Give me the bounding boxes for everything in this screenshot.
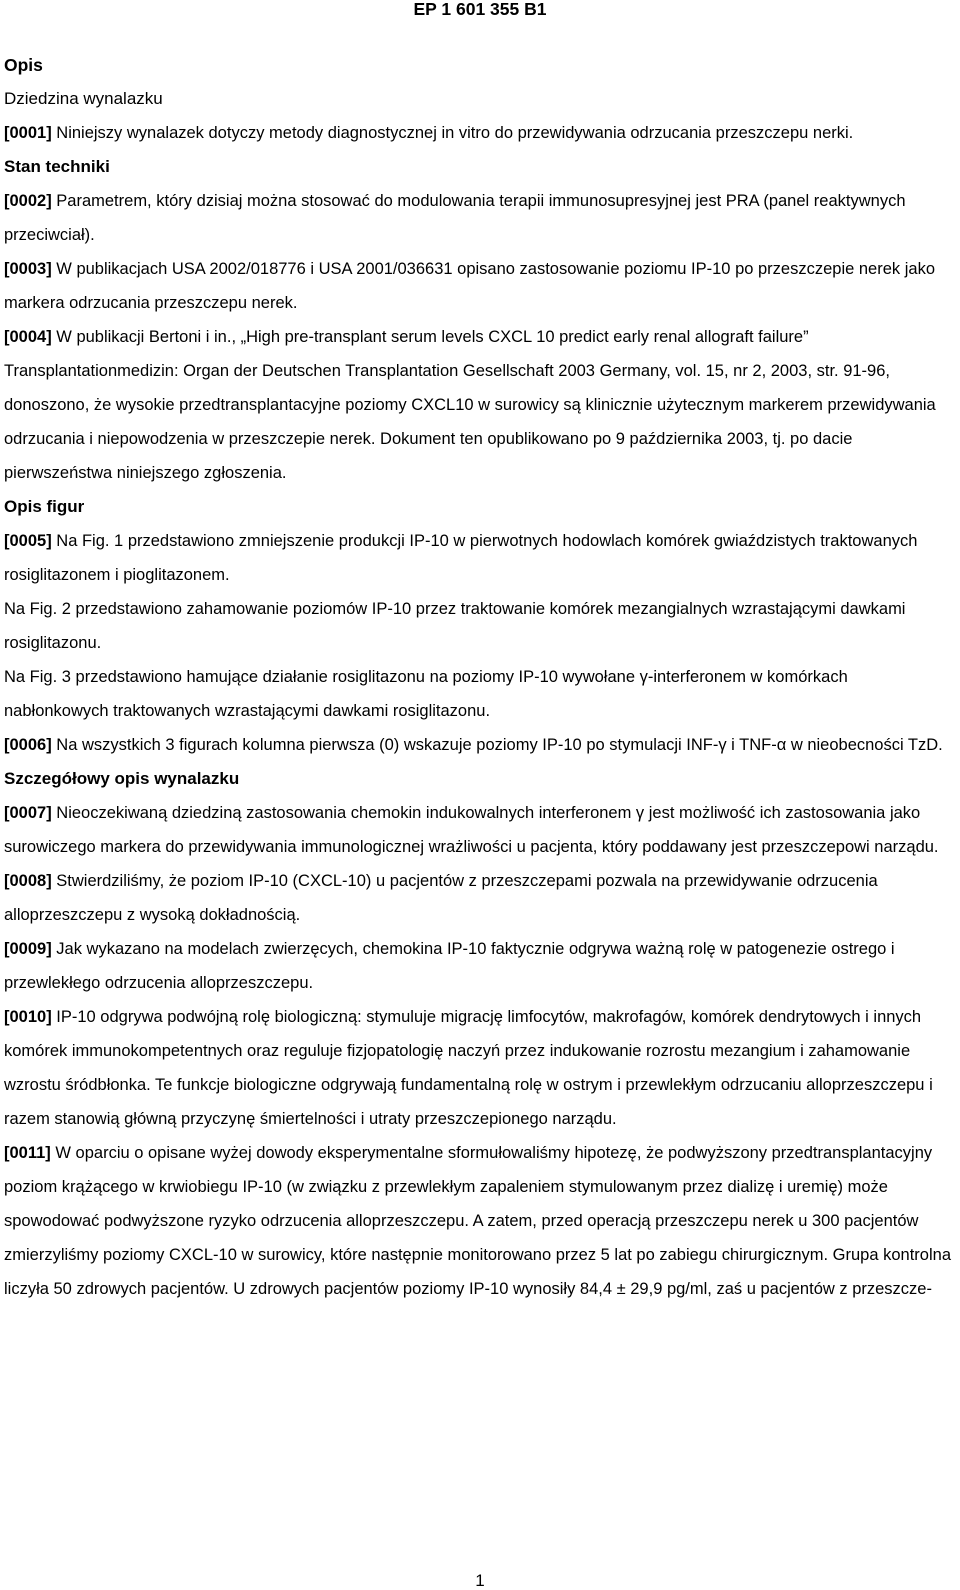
paragraph-0007: [4, 796, 956, 864]
paragraph-0004: [4, 320, 956, 490]
paragraph-0010: [4, 1000, 956, 1136]
page-number: 1: [475, 1571, 485, 1590]
document-body: [4, 48, 956, 1306]
paragraph-text: W publikacji Bertoni i in., „High pre-transplant serum levels CXCL 10 predict early renal allograft failure” Transplantationmedizin: Organ der Deutschen Transplantation Gesellschaft 2003 Germany, vol. 15, nr 2, 2003, str. 91-96, donoszono, że wysokie przedtransplantacyjne poziomy CXCL10 w surowicy są klinicznie użytecznym markerem przewidywania odrzucania i niepowodzenia w przeszczepie nerek. Dokument ten opublikowano po 9 października 2003, tj. po dacie pierwszeństwa niniejszego zgłoszenia.: [4, 328, 936, 482]
paragraph-id: [0011]: [4, 1144, 51, 1162]
paragraph-fig2: [4, 592, 956, 660]
paragraph-text: Stwierdziliśmy, że poziom IP-10 (CXCL-10) u pacjentów z przeszczepami pozwala na przewidywanie odrzucenia alloprzeszczepu z wysoką dokładnością.: [4, 872, 878, 924]
paragraph-0008: [4, 864, 956, 932]
paragraph-0009: [4, 932, 956, 1000]
paragraph-text: W publikacjach USA 2002/018776 i USA 2001/036631 opisano zastosowanie poziomu IP-10 po przeszczepie nerek jako markera odrzucania przeszczepu nerek.: [4, 260, 936, 312]
paragraph-id: [0007]: [4, 804, 52, 822]
paragraph-text: Jak wykazano na modelach zwierzęcych, chemokina IP-10 faktycznie odgrywa ważną rolę w patogenezie ostrego i przewlekłego odrzucenia alloprzeszczepu.: [4, 940, 895, 992]
paragraph-text: Na Fig. 1 przedstawiono zmniejszenie produkcji IP-10 w pierwotnych hodowlach komórek gwiaździstych traktowanych rosiglitazonem i pioglitazonem.: [4, 532, 918, 584]
paragraph-0005: [4, 524, 956, 592]
paragraph-text: Na Fig. 3 przedstawiono hamujące działanie rosiglitazonu na poziomy IP-10 wywołane γ-interferonem w komórkach nabłonkowych traktowanych wzrastającymi dawkami rosiglitazonu.: [4, 668, 848, 720]
paragraph-id: [0002]: [4, 192, 52, 210]
paragraph-id: [0003]: [4, 260, 52, 278]
paragraph-0002: [4, 184, 956, 252]
paragraph-id: [0009]: [4, 940, 52, 958]
paragraph-id: [0006]: [4, 736, 52, 754]
paragraph-0003: [4, 252, 956, 320]
paragraph-text: Niniejszy wynalazek dotyczy metody diagnostycznej in vitro do przewidywania odrzucania przeszczepu nerki.: [51, 124, 854, 142]
paragraph-0001: [4, 116, 956, 150]
paragraph-text: W oparciu o opisane wyżej dowody eksperymentalne sformułowaliśmy hipotezę, że podwyższony przedtransplantacyjny poziom krążącego w krwiobiegu IP-10 (w związku z przewlekłym zapaleniem stymulowanym przez dializę i uremię) może spowodować podwyższone ryzyko odrzucenia alloprzeszczepu. A zatem, przed operacją przeszczepu nerek u 300 pacjentów zmierzyliśmy poziomy CXCL-10 w surowicy, które następnie monitorowano przez 5 lat po zabiegu chirurgicznym. Grupa kontrolna liczyła 50 zdrowych pacjentów. U zdrowych pacjentów poziomy IP-10 wynosiły 84,4 ± 29,9 pg/ml, zaś u pacjentów z przeszcze-: [4, 1144, 952, 1298]
paragraph-id: [0010]: [4, 1008, 52, 1026]
paragraph-id: [0001]: [4, 124, 52, 142]
paragraph-text: Na wszystkich 3 figurach kolumna pierwsza (0) wskazuje poziomy IP-10 po stymulacji INF-γ i TNF-α w nieobecności TzD.: [51, 736, 943, 754]
paragraph-id: [0005]: [4, 532, 52, 550]
paragraph-text: Na Fig. 2 przedstawiono zahamowanie poziomów IP-10 przez traktowanie komórek mezangialnych wzrastającymi dawkami rosiglitazonu.: [4, 600, 906, 652]
document-number: EP 1 601 355 B1: [413, 0, 547, 19]
paragraph-text: Nieoczekiwaną dziedziną zastosowania chemokin indukowalnych interferonem γ jest możliwość ich zastosowania jako surowiczego markera do przewidywania immunologicznej wrażliwości u pacjenta, który poddawany jest przeszczepowi narządu.: [4, 804, 939, 856]
paragraph-id: [0008]: [4, 872, 52, 890]
paragraph-text: Parametrem, który dzisiaj można stosować do modulowania terapii immunosupresyjnej jest PRA (panel reaktywnych przeciwciał).: [4, 192, 906, 244]
section-heading-prior-art: Stan techniki: [4, 157, 110, 176]
section-heading-opis: Opis: [4, 55, 43, 75]
section-heading-detailed: Szczegółowy opis wynalazku: [4, 769, 240, 788]
section-heading-figures: Opis figur: [4, 497, 85, 516]
paragraph-fig3: [4, 660, 956, 728]
paragraph-id: [0004]: [4, 328, 52, 346]
paragraph-0011: [4, 1136, 956, 1306]
paragraph-text: IP-10 odgrywa podwójną rolę biologiczną: stymuluje migrację limfocytów, makrofagów, komórek dendrytowych i innych komórek immunokompetentnych oraz reguluje fizjopatologię naczyń przez indukowanie rozrostu mezangium i zahamowanie wzrostu śródbłonka. Te funkcje biologiczne odgrywają fundamentalną rolę w ostrym i przewlekłym odrzucaniu alloprzeszczepu i razem stanowią główną przyczynę śmiertelności i utraty przeszczepionego narządu.: [4, 1008, 933, 1128]
section-heading-field: Dziedzina wynalazku: [4, 89, 163, 108]
paragraph-0006: [4, 728, 956, 762]
